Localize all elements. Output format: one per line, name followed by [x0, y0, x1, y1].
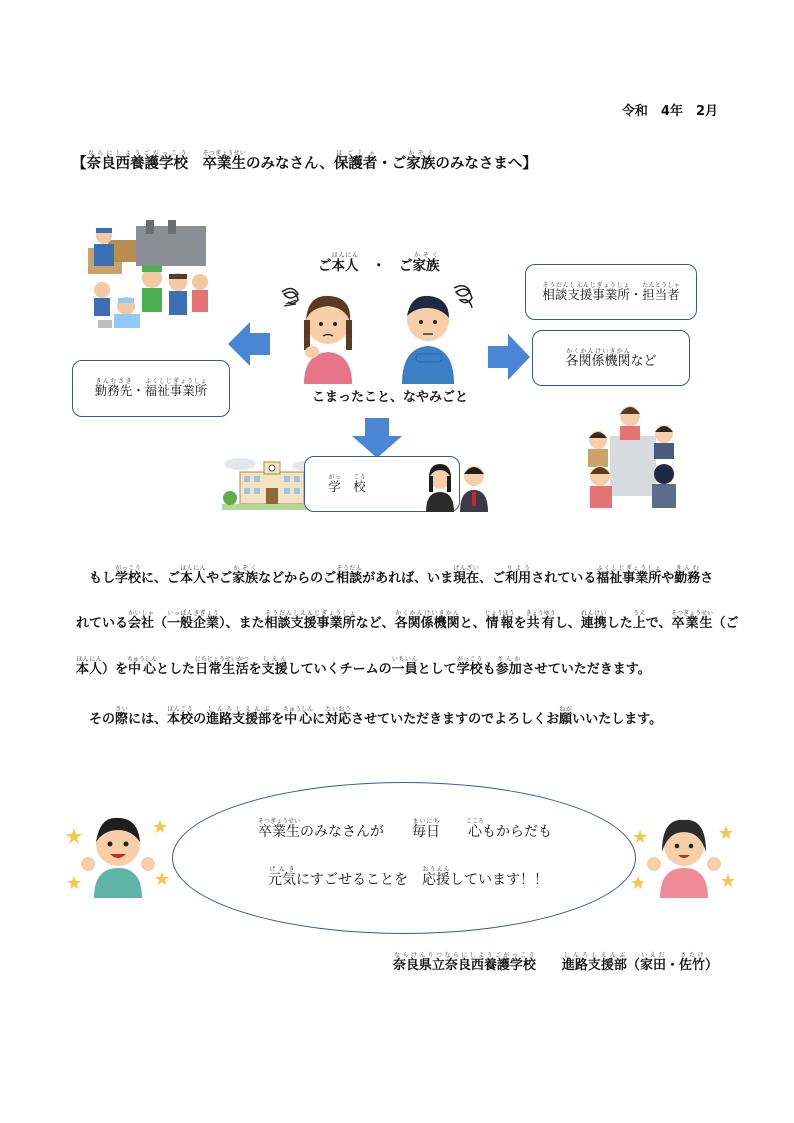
- text-run: ・: [132, 383, 145, 398]
- furigana: がっ: [328, 473, 341, 481]
- ruby-word: 卒業生そつぎょうせい: [258, 818, 301, 840]
- furigana: ねが: [559, 706, 573, 713]
- furigana: かくかんけいきかん: [565, 347, 631, 355]
- meeting-illustration: [580, 400, 682, 510]
- text-run: ）: [704, 958, 718, 973]
- text-run: ・: [665, 958, 679, 973]
- text-run: させていただきます。: [521, 662, 651, 677]
- furigana: まいにち: [412, 818, 440, 825]
- furigana: じょうほう: [484, 610, 515, 617]
- paragraph-1-line-3: [76, 656, 726, 677]
- message-line-1: [258, 818, 552, 841]
- text-run: も: [482, 662, 496, 677]
- text-run: にすごせることを: [296, 872, 422, 888]
- furigana: げんき: [268, 866, 296, 873]
- furigana: ちゅうしん: [127, 656, 158, 663]
- furigana: そつぎょうせい: [671, 610, 714, 617]
- center-caption: こまったこと、なやみごと: [312, 390, 469, 405]
- furigana: いえだ: [639, 952, 666, 959]
- furigana: さたけ: [678, 952, 705, 959]
- text-run: [341, 479, 354, 494]
- furigana: そつぎょうせい: [202, 150, 246, 157]
- right-arrow: [488, 334, 530, 380]
- furigana: そうだん: [336, 565, 363, 572]
- text-run: を: [248, 662, 262, 677]
- text-run: ・ご: [377, 156, 407, 172]
- ruby-word: 一般企業いっぱんきぎょう: [167, 610, 220, 631]
- ruby-word: 学校がっこう: [115, 565, 142, 586]
- furigana: にちじょうせいかつ: [194, 656, 249, 663]
- workplace-box: [72, 360, 230, 417]
- ruby-word: 卒業生そつぎょうせい: [671, 610, 714, 631]
- text-run: を: [271, 712, 285, 727]
- left-arrow: [228, 322, 270, 366]
- text-run: とした: [156, 662, 196, 677]
- text-run: には、: [128, 712, 168, 727]
- furigana: がっこう: [456, 656, 483, 663]
- furigana: さい: [115, 706, 129, 713]
- cheering-boy-illustration: [66, 812, 170, 898]
- ruby-word: 本人ほんにん: [76, 656, 103, 677]
- text-run: もからだも: [482, 824, 553, 840]
- text-run: されている: [531, 571, 597, 586]
- furigana: たんとうしゃ: [642, 281, 680, 289]
- furigana: しんろしえんぶ: [561, 952, 627, 959]
- ruby-word: 校こう: [353, 473, 366, 494]
- furigana: かぞく: [406, 150, 436, 157]
- paragraph-1-line-1: [76, 565, 726, 586]
- ruby-word: 担当者たんとうしゃ: [642, 281, 680, 302]
- furigana: げんざい: [453, 565, 480, 572]
- text-run: として: [417, 662, 457, 677]
- text-run: などからのご: [258, 571, 337, 586]
- text-run: のみなさん、: [246, 156, 334, 172]
- ruby-word: 家族かぞく: [412, 252, 440, 274]
- ruby-word: 本人ほんにん: [331, 252, 359, 274]
- text-run: 、ご: [479, 571, 506, 586]
- ruby-word: 卒業生そつぎょうせい: [202, 150, 246, 172]
- furigana: そつぎょうせい: [258, 818, 301, 825]
- furigana: きんむさき: [94, 378, 133, 385]
- text-run: （ご: [712, 616, 739, 631]
- furigana: ほんにん: [331, 252, 359, 259]
- furigana: ふくしじぎょうしょ: [596, 565, 662, 572]
- ruby-word: 相談支援事業所そうだんしえんじぎょうしょ: [542, 281, 630, 302]
- ruby-word: 情報じょうほう: [484, 610, 515, 631]
- text-run: や: [661, 571, 675, 586]
- ruby-word: 中心ちゅうしん: [283, 706, 314, 727]
- text-run: があれば、いま: [362, 571, 454, 586]
- workplace-illustration: [88, 220, 214, 332]
- furigana: いちいん: [391, 656, 418, 663]
- furigana: かいしゃ: [128, 610, 155, 617]
- text-run: [536, 958, 562, 973]
- ruby-word: 家田いえだ: [639, 952, 666, 973]
- furigana: そうだんしえんじぎょうしょ: [264, 610, 356, 617]
- ruby-word: 利用りよう: [505, 565, 532, 586]
- text-run: に: [312, 712, 326, 727]
- ruby-word: 家族かぞく: [232, 565, 259, 586]
- ruby-word: 会社かいしゃ: [128, 610, 155, 631]
- text-run: その: [76, 712, 116, 727]
- ruby-word: 中心ちゅうしん: [127, 656, 158, 677]
- ruby-word: 本校ほんこう: [167, 706, 194, 727]
- ruby-word: 相談そうだん: [336, 565, 363, 586]
- ruby-word: 学校がっこう: [456, 656, 483, 677]
- ruby-word: 相談支援事業所そうだんしえんじぎょうしょ: [264, 610, 356, 631]
- furigana: かぞく: [232, 565, 259, 572]
- consult-office-box: [525, 264, 697, 320]
- down-arrow: [352, 418, 402, 458]
- furigana: ならけんりつならにしようごがっこう: [392, 952, 536, 959]
- ruby-word: 際さい: [115, 706, 129, 727]
- furigana: りよう: [505, 565, 532, 572]
- document-heading: [72, 150, 537, 173]
- ruby-word: 勤務きんむ: [674, 565, 701, 586]
- paragraph-2: [76, 706, 726, 727]
- footer-signature: [393, 952, 718, 973]
- text-run: やご: [206, 571, 233, 586]
- ruby-word: 心こころ: [466, 818, 485, 840]
- text-run: させていただきますのでよろしくお: [351, 712, 560, 727]
- ruby-word: 毎日まいにち: [412, 818, 441, 840]
- furigana: しんろしえんぶ: [206, 706, 272, 713]
- center-title: [318, 252, 440, 274]
- ruby-word: 日常生活にちじょうせいかつ: [194, 656, 249, 677]
- text-run: など、: [355, 616, 395, 631]
- agencies-box: [532, 330, 690, 386]
- message-line-2: [268, 866, 548, 889]
- consult-office-label: [542, 282, 680, 303]
- ruby-word: 保護者ほごしゃ: [333, 150, 378, 172]
- school-label: [328, 474, 366, 495]
- furigana: しえん: [261, 656, 288, 663]
- text-run: （: [626, 958, 640, 973]
- text-run: で、: [645, 616, 672, 631]
- text-run: に、ご: [141, 571, 181, 586]
- workplace-label: [95, 378, 208, 399]
- worried-people-illustration: [278, 280, 484, 384]
- paragraph-1-line-2: [76, 610, 739, 631]
- text-run: ご: [318, 258, 332, 274]
- text-run: していくチームの: [287, 662, 392, 677]
- text-run: さ: [700, 571, 714, 586]
- furigana: たいおう: [325, 706, 352, 713]
- furigana: れんけい: [580, 610, 607, 617]
- text-run: しています！！: [450, 872, 548, 888]
- ruby-word: 連携れんけい: [580, 610, 607, 631]
- furigana: ちゅうしん: [283, 706, 314, 713]
- furigana: ほんにん: [180, 565, 207, 572]
- text-run: ・ ご: [358, 258, 413, 274]
- message-oval: [172, 782, 636, 934]
- ruby-word: 対応たいおう: [325, 706, 352, 727]
- ruby-word: 家族かぞく: [406, 150, 436, 172]
- agencies-label: [565, 348, 656, 369]
- furigana: こう: [353, 473, 366, 481]
- furigana: きょうゆう: [525, 610, 556, 617]
- furigana: ならにしようごがっこう: [86, 150, 188, 157]
- document-date: 令和 4年 2月: [621, 104, 718, 119]
- ruby-word: 一員いちいん: [391, 656, 418, 677]
- text-run: [440, 824, 468, 840]
- furigana: ふくしじぎょうしょ: [144, 378, 208, 385]
- furigana: そうだんしえんじぎょうしょ: [542, 281, 630, 289]
- cheering-girl-illustration: [632, 812, 736, 898]
- ruby-word: 進路支援部しんろしえんぶ: [206, 706, 272, 727]
- text-run: し、: [554, 616, 581, 631]
- furigana: きんむ: [674, 565, 701, 572]
- furigana: かぞく: [412, 252, 440, 259]
- ruby-word: 佐竹さたけ: [678, 952, 705, 973]
- ruby-word: 各関係機関かくかんけいきかん: [565, 347, 631, 369]
- ruby-word: 現在げんざい: [453, 565, 480, 586]
- ruby-word: 元気げんき: [268, 866, 296, 888]
- text-run: ）、また: [219, 616, 265, 631]
- ruby-word: 各関係機関かくかんけいきかん: [394, 610, 460, 631]
- ruby-word: 願ねが: [559, 706, 573, 727]
- furigana: ほんにん: [76, 656, 103, 663]
- text-run: もし: [76, 571, 116, 586]
- ruby-word: 共有きょうゆう: [525, 610, 556, 631]
- text-run: [188, 156, 203, 172]
- text-run: など: [630, 353, 657, 369]
- furigana: おうえん: [422, 866, 450, 873]
- ruby-word: 福祉事業所ふくしじぎょうしょ: [144, 378, 208, 398]
- ruby-word: 福祉事業所ふくしじぎょうしょ: [596, 565, 662, 586]
- ruby-word: 学がっ: [328, 473, 341, 494]
- text-run: のみなさまへ】: [435, 156, 537, 172]
- text-run: ・: [629, 286, 643, 302]
- text-run: を: [513, 616, 527, 631]
- furigana: ほごしゃ: [333, 150, 378, 157]
- ruby-word: 奈良県立奈良西養護学校ならけんりつならにしようごがっこう: [392, 952, 536, 973]
- ruby-word: 本人ほんにん: [180, 565, 207, 586]
- furigana: うえ: [632, 610, 646, 617]
- text-run: れている: [76, 616, 129, 631]
- furigana: がっこう: [115, 565, 142, 572]
- ruby-word: 応援おうえん: [422, 866, 450, 888]
- furigana: さんか: [495, 656, 522, 663]
- ruby-word: 参加さんか: [495, 656, 522, 677]
- furigana: ほんこう: [167, 706, 194, 713]
- furigana: かくかんけいきかん: [394, 610, 460, 617]
- text-run: した: [606, 616, 633, 631]
- text-run: いいたします。: [572, 712, 663, 727]
- ruby-word: 上うえ: [632, 610, 646, 631]
- text-run: ）を: [102, 662, 129, 677]
- text-run: のみなさんが: [300, 824, 413, 840]
- furigana: こころ: [466, 818, 485, 825]
- ruby-word: 奈良西養護学校ならにしようごがっこう: [86, 150, 188, 172]
- text-run: 【: [72, 156, 87, 172]
- ruby-word: 支援しえん: [261, 656, 288, 677]
- text-run: と、: [459, 616, 486, 631]
- ruby-word: 進路支援部しんろしえんぶ: [561, 952, 627, 973]
- ruby-word: 勤務先きんむさき: [94, 378, 133, 398]
- teachers-illustration: [422, 462, 494, 512]
- text-run: の: [193, 712, 207, 727]
- furigana: いっぱんきぎょう: [167, 610, 220, 617]
- text-run: （: [154, 616, 168, 631]
- diagram: [0, 200, 794, 520]
